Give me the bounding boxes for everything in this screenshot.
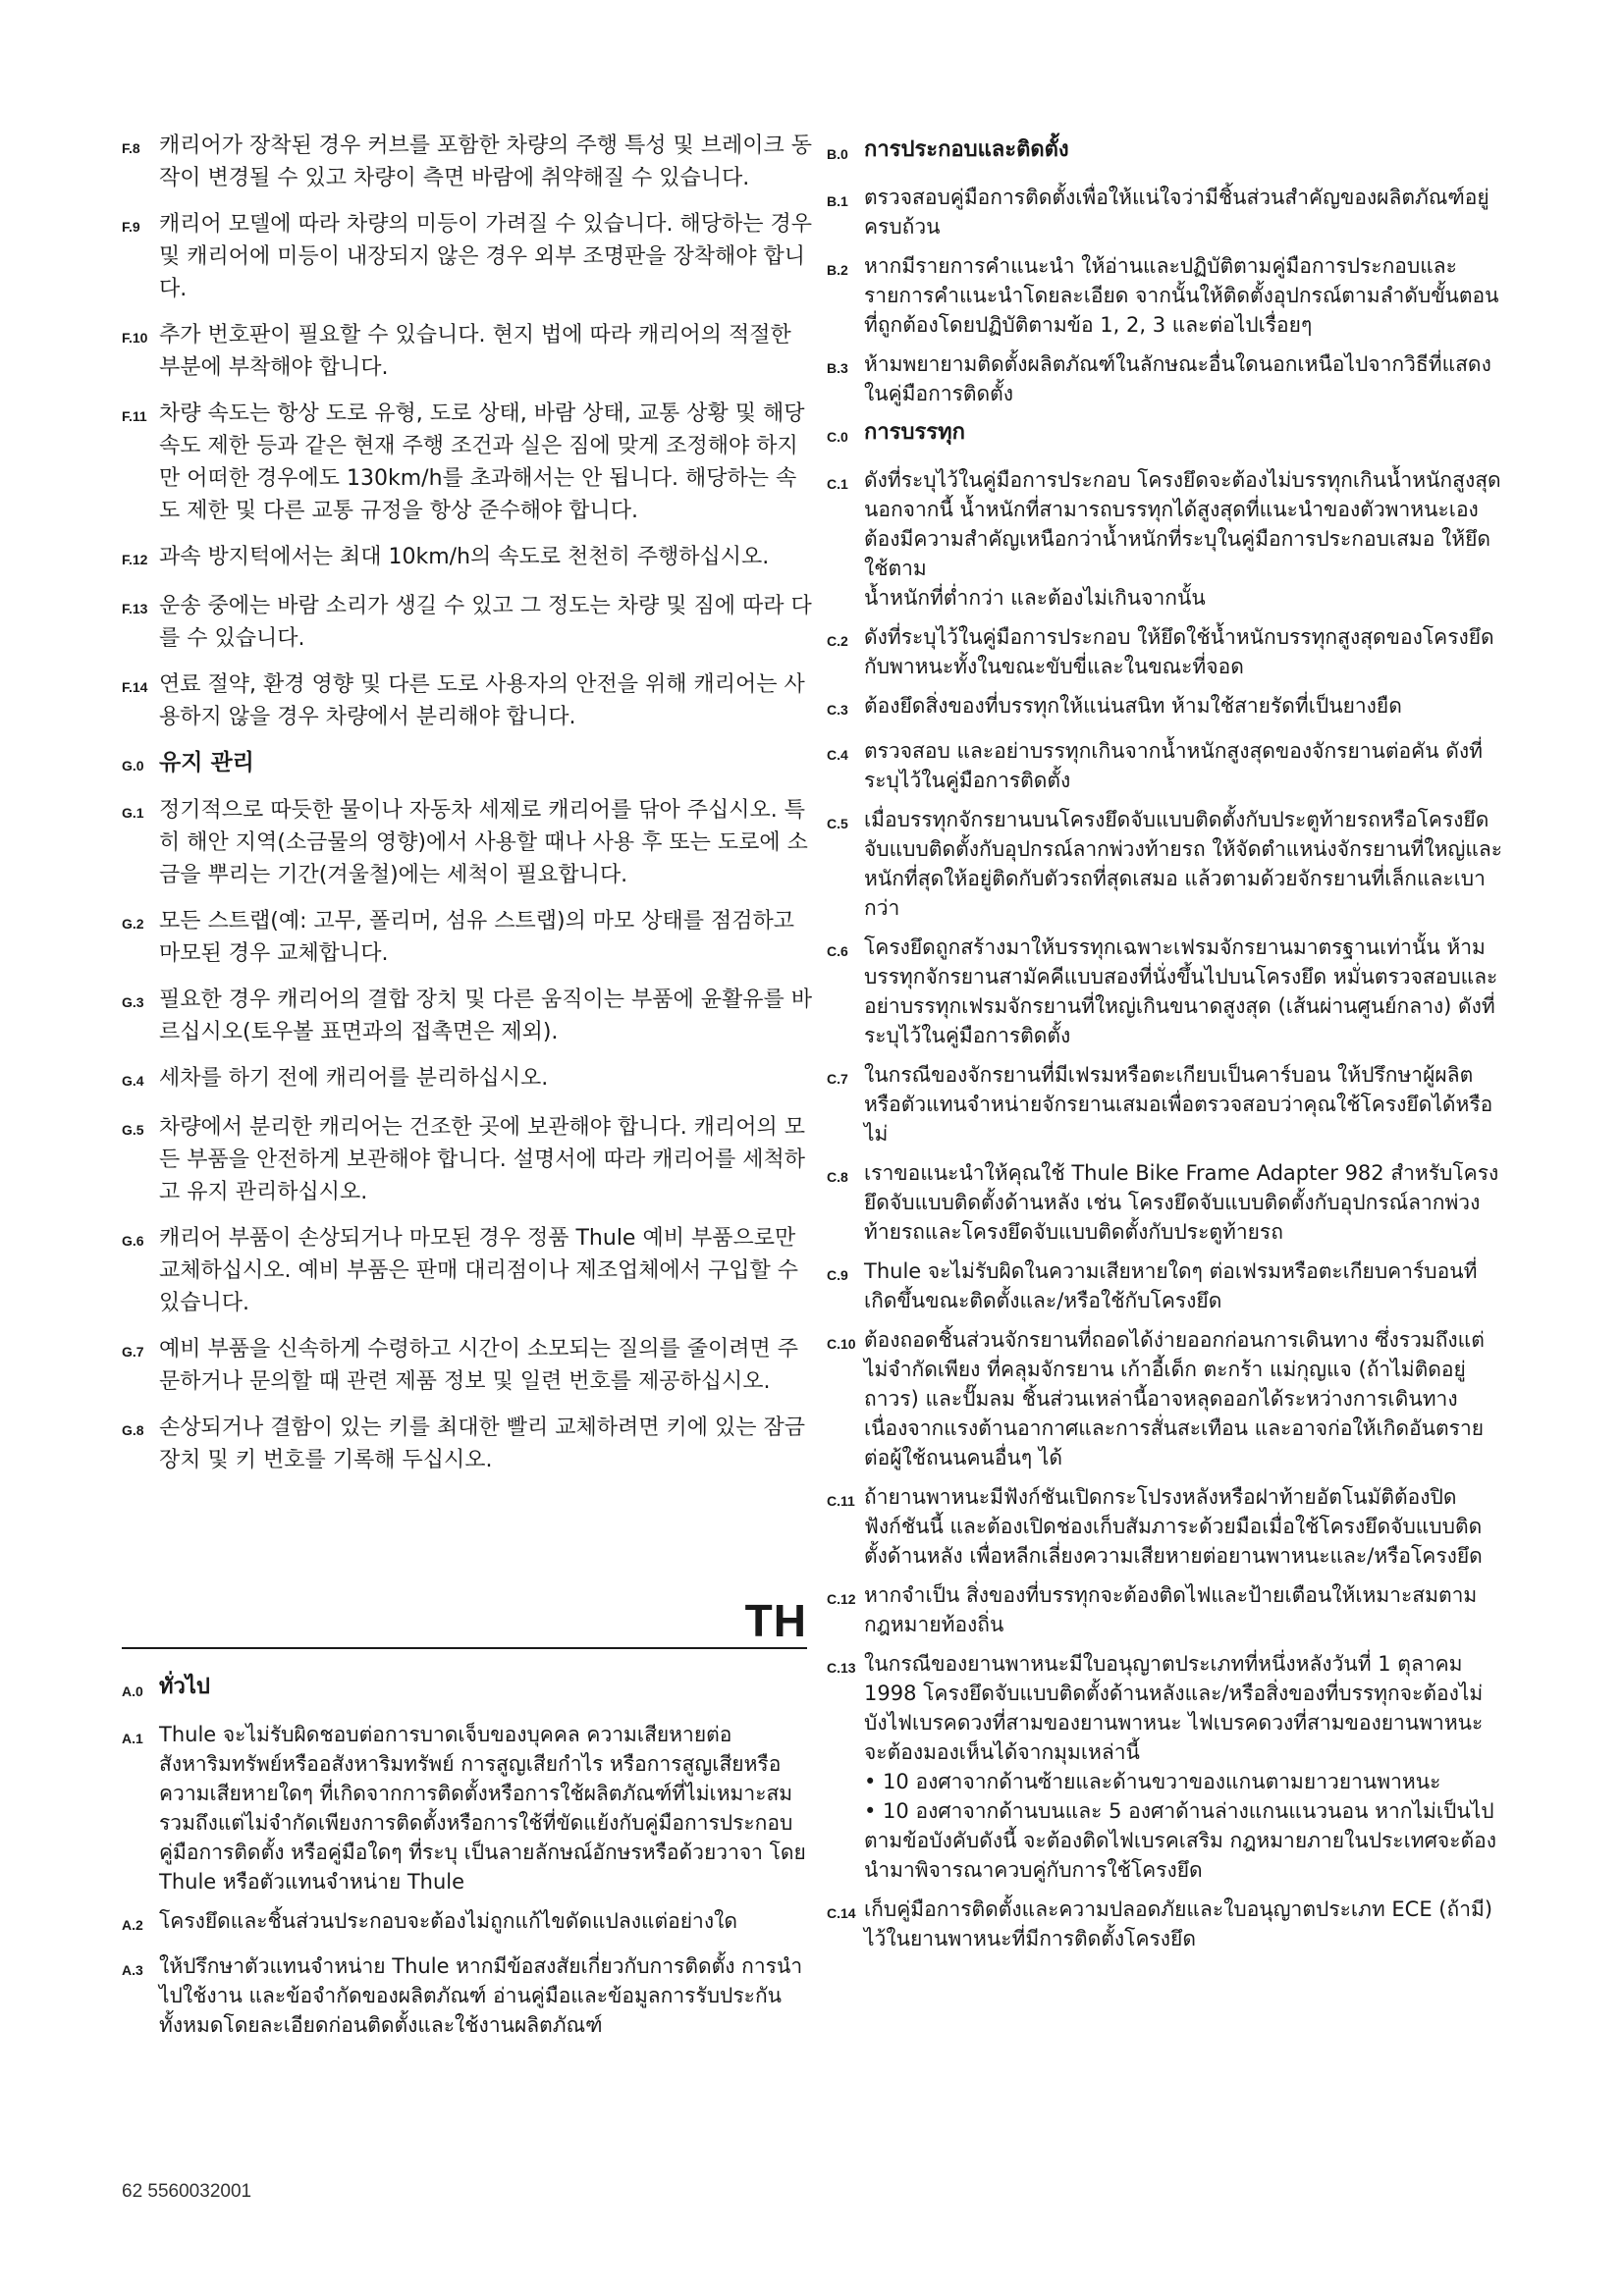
item-number: G.4 bbox=[122, 1073, 144, 1089]
list-item bbox=[122, 1951, 813, 2040]
heading-text: ทั่วไป bbox=[159, 1675, 210, 1699]
list-item bbox=[122, 984, 813, 1048]
section-heading-assembly bbox=[827, 135, 1504, 171]
item-text: ถ้ายานพาหนะมีฟังก์ชันเปิดกระโปรงหลังหรือฝาท้ายอัตโนมัติต้องปิดฟังก์ชันนี้ และต้องเปิดช่องเก็บสัมภาระด้วยมือเมื่อใช้โครงยึดจับแบบติดตั้งด้านหลัง เพื่อหลีกเลี่ยงความเสียหายต่อยานพาหนะและ/หรือโครงยึด bbox=[864, 1485, 1483, 1568]
list-item bbox=[122, 794, 813, 891]
list-item bbox=[122, 1412, 813, 1476]
item-text: ต้องถอดชิ้นส่วนจักรยานที่ถอดได้ง่ายออกก่อนการเดินทาง ซึ่งรวมถึงแต่ไม่จำกัดเพียง ที่คลุมจักรยาน เก้าอี้เด็ก ตะกร้า แม่กุญแจ (ถ้าไม่ติดอยู่ถาวร) และปั๊มลม ชิ้นส่วนเหล่านี้อาจหลุดออกได้ระหว่างการเดินทางเนื่องจากแรงต้านอากาศและการสั่นสะเทือน และอาจก่อให้เกิดอันตรายต่อผู้ใช้ถนนคนอื่นๆ ได้ bbox=[864, 1328, 1485, 1469]
item-text: ตรวจสอบ และอย่าบรรทุกเกินจากน้ำหนักสูงสุดของจักรยานต่อคัน ดังที่ระบุไว้ในคู่มือการติดตั้ง bbox=[864, 739, 1483, 792]
list-item bbox=[122, 1720, 813, 1896]
item-text: เมื่อบรรทุกจักรยานบนโครงยึดจับแบบติดตั้งกับประตูท้ายรถหรือโครงยึดจับแบบติดตั้งกับอุปกรณ์ลากพ่วงท้ายรถ ให้จัดตำแหน่งจักรยานที่ใหญ่และหนักที่สุดให้อยู่ติดกับตัวรถที่สุดเสมอ แล้วตามด้วยจักรยานที่เล็กและเบากว่า bbox=[864, 808, 1503, 920]
heading-number: B.0 bbox=[827, 146, 848, 162]
item-number: C.2 bbox=[827, 633, 848, 649]
item-number: F.10 bbox=[122, 330, 148, 346]
item-number: G.6 bbox=[122, 1233, 144, 1249]
item-number: G.7 bbox=[122, 1344, 144, 1360]
list-item bbox=[122, 590, 813, 655]
section-heading-maintenance bbox=[122, 747, 813, 782]
item-text: 캐리어 모델에 따라 차량의 미등이 가려질 수 있습니다. 해당하는 경우 및 캐리어에 미등이 내장되지 않은 경우 외부 조명판을 장착해야 합니다. bbox=[159, 212, 812, 301]
heading-text: การประกอบและติดตั้ง bbox=[864, 137, 1069, 162]
list-item bbox=[827, 805, 1504, 923]
left-column-thai bbox=[122, 1669, 813, 2050]
list-item bbox=[827, 691, 1504, 726]
item-text: 운송 중에는 바람 소리가 생길 수 있고 그 정도는 차량 및 짐에 따라 다를 수 있습니다. bbox=[159, 594, 812, 651]
item-text: ในกรณีของจักรยานที่มีเฟรมหรือตะเกียบเป็นคาร์บอน ให้ปรึกษาผู้ผลิตหรือตัวแทนจำหน่ายจักรยานเสมอเพื่อตรวจสอบว่าคุณใช้โครงยึดได้หรือไม่ bbox=[864, 1063, 1493, 1146]
right-column-thai bbox=[827, 132, 1504, 1963]
item-text: 캐리어가 장착된 경우 커브를 포함한 차량의 주행 특성 및 브레이크 동작이 변경될 수 있고 차량이 측면 바람에 취약해질 수 있습니다. bbox=[159, 133, 812, 190]
item-text: เราขอแนะนำให้คุณใช้ Thule Bike Frame Adapter 982 สำหรับโครงยึดจับแบบติดตั้งด้านหลัง เช่น โครงยึดจับแบบติดตั้งกับอุปกรณ์ลากพ่วงท้ายรถและโครงยึดจับแบบติดตั้งกับประตูท้ายรถ bbox=[864, 1161, 1499, 1244]
item-number: C.1 bbox=[827, 476, 848, 492]
item-text: 차량에서 분리한 캐리어는 건조한 곳에 보관해야 합니다. 캐리어의 모든 부품을 안전하게 보관해야 합니다. 설명서에 따라 캐리어를 세척하고 유지 관리하십시오. bbox=[159, 1115, 805, 1204]
page-footer: 62 5560032001 bbox=[122, 2181, 252, 2202]
list-item bbox=[827, 1158, 1504, 1247]
item-text: 모든 스트랩(예: 고무, 폴리머, 섬유 스트랩)의 마모 상태를 점검하고 마모된 경우 교체합니다. bbox=[159, 909, 795, 966]
heading-number: A.0 bbox=[122, 1683, 143, 1699]
item-number: G.2 bbox=[122, 916, 144, 932]
list-item bbox=[122, 1111, 813, 1208]
item-number: F.14 bbox=[122, 679, 148, 695]
item-number: C.10 bbox=[827, 1336, 856, 1352]
item-text: 과속 방지턱에서는 최대 10km/h의 속도로 천천히 주행하십시오. bbox=[159, 545, 770, 569]
item-number: C.14 bbox=[827, 1905, 856, 1921]
item-number: G.5 bbox=[122, 1122, 144, 1138]
language-section-divider bbox=[122, 1586, 807, 1649]
item-text: หากมีรายการคำแนะนำ ให้อ่านและปฏิบัติตามคู่มือการประกอบและรายการคำแนะนำโดยละเอียด จากนั้นให้ติดตั้งอุปกรณ์ตามลำดับขั้นตอนที่ถูกต้องโดยปฏิบัติตามข้อ 1, 2, 3 และต่อไปเรื่อยๆ bbox=[864, 254, 1499, 337]
item-text: เก็บคู่มือการติดตั้งและความปลอดภัยและใบอนุญาตประเภท ECE (ถ้ามี) ไว้ในยานพาหนะที่มีการติดตั้งโครงยึด bbox=[864, 1897, 1493, 1950]
list-item bbox=[122, 319, 813, 384]
item-text: โครงยึดถูกสร้างมาให้บรรทุกเฉพาะเฟรมจักรยานมาตรฐานเท่านั้น ห้ามบรรทุกจักรยานสามัคคีแบบสองที่นั่งขึ้นไปบนโครงยึด หมั่นตรวจสอบและอย่าบรรทุกเฟรมจักรยานที่ใหญ่เกินขนาดสูงสุด (เส้นผ่านศูนย์กลาง) ดังที่ระบุไว้ในคู่มือการติดตั้ง bbox=[864, 935, 1498, 1047]
item-number: C.6 bbox=[827, 943, 848, 959]
item-text: ต้องยึดสิ่งของที่บรรทุกให้แน่นสนิท ห้ามใช้สายรัดที่เป็นยางยืด bbox=[864, 694, 1402, 718]
item-number: F.13 bbox=[122, 601, 148, 616]
item-text: 필요한 경우 캐리어의 결합 장치 및 다른 움직이는 부품에 윤활유를 바르십시오(토우볼 표면과의 접촉면은 제외). bbox=[159, 988, 812, 1044]
item-number: B.3 bbox=[827, 360, 848, 376]
item-number: F.12 bbox=[122, 552, 148, 567]
list-item bbox=[827, 1482, 1504, 1571]
section-heading-loading bbox=[827, 418, 1504, 454]
item-number: A.2 bbox=[122, 1917, 143, 1933]
list-item bbox=[827, 622, 1504, 681]
list-item bbox=[827, 1060, 1504, 1148]
item-number: B.2 bbox=[827, 262, 848, 278]
item-number: C.13 bbox=[827, 1660, 856, 1676]
item-text: ในกรณีของยานพาหนะมีใบอนุญาตประเภทที่หนึ่งหลังวันที่ 1 ตุลาคม 1998 โครงยึดจับแบบติดตั้งด้านหลังและ/หรือสิ่งของที่บรรทุกจะต้องไม่บังไฟเบรคดวงที่สามของยานพาหนะ ไฟเบรคดวงที่สามของยานพาหนะจะต้องมองเห็นได้จากมุมเหล่านี้ • 10 องศาจากด้านซ้ายและด้านขวาของแกนตามยาวยานพาหนะ • 10 องศาจากด้านบนและ 5 องศาด้านล่างแกนแนวนอน หากไม่เป็นไปตามข้อบังคับดังนี้ จะต้องติดไฟเบรคเสริม กฎหมายภายในประเทศจะต้องนำมาพิจารณาควบคู่กับการใช้โครงยึด bbox=[864, 1652, 1497, 1882]
list-item bbox=[827, 183, 1504, 241]
item-number: C.7 bbox=[827, 1071, 848, 1087]
list-item bbox=[827, 1325, 1504, 1472]
item-number: C.8 bbox=[827, 1169, 848, 1185]
list-item bbox=[827, 1580, 1504, 1639]
item-number: F.8 bbox=[122, 140, 140, 156]
item-text: 손상되거나 결함이 있는 키를 최대한 빨리 교체하려면 키에 있는 잠금 장치 및 키 번호를 기록해 두십시오. bbox=[159, 1415, 805, 1472]
item-number: G.3 bbox=[122, 994, 144, 1010]
item-text: 세차를 하기 전에 캐리어를 분리하십시오. bbox=[159, 1066, 549, 1091]
left-column-korean bbox=[122, 130, 813, 1490]
list-item bbox=[827, 933, 1504, 1050]
list-item bbox=[827, 465, 1504, 613]
list-item bbox=[827, 1256, 1504, 1315]
list-item bbox=[122, 1222, 813, 1319]
item-text: 차량 속도는 항상 도로 유형, 도로 상태, 바람 상태, 교통 상황 및 해당 속도 제한 등과 같은 현재 주행 조건과 실은 짐에 맞게 조정해야 하지만 어떠한 경우에도 130km/h를 초과해서는 안 됩니다. 해당하는 속도 제한 및 다른 교통 규정을 항상 준수해야 합니다. bbox=[159, 401, 805, 523]
list-item bbox=[122, 1906, 813, 1942]
item-number: G.8 bbox=[122, 1422, 144, 1438]
list-item bbox=[827, 1895, 1504, 1953]
item-number: B.1 bbox=[827, 193, 848, 209]
item-number: C.4 bbox=[827, 747, 848, 763]
item-text: ดังที่ระบุไว้ในคู่มือการประกอบ โครงยึดจะต้องไม่บรรทุกเกินน้ำหนักสูงสุด นอกจากนี้ น้ำหนักที่สามารถบรรทุกได้สูงสุดที่แนะนำของตัวพาหนะเองต้องมีความสำคัญเหนือกว่าน้ำหนักที่ระบุในคู่มือการประกอบเสมอ ให้ยึดใช้ตาม น้ำหนักที่ต่ำกว่า และต้องไม่เกินจากนั้น bbox=[864, 468, 1501, 610]
item-number: G.1 bbox=[122, 805, 144, 821]
item-number: C.3 bbox=[827, 702, 848, 718]
item-text: ตรวจสอบคู่มือการติดตั้งเพื่อให้แน่ใจว่ามีชิ้นส่วนสำคัญของผลิตภัณฑ์อยู่ครบถ้วน bbox=[864, 186, 1489, 239]
item-text: Thule จะไม่รับผิดในความเสียหายใดๆ ต่อเฟรมหรือตะเกียบคาร์บอนที่เกิดขึ้นขณะติดตั้งและ/หรือใช้กับโครงยึด bbox=[864, 1259, 1478, 1312]
heading-number: C.0 bbox=[827, 429, 848, 445]
heading-text: 유지 관리 bbox=[159, 750, 254, 775]
list-item bbox=[122, 668, 813, 733]
list-item bbox=[827, 251, 1504, 340]
item-number: A.1 bbox=[122, 1731, 143, 1746]
list-item bbox=[122, 1333, 813, 1398]
item-text: ห้ามพยายามติดตั้งผลิตภัณฑ์ในลักษณะอื่นใดนอกเหนือไปจากวิธีที่แสดงในคู่มือการติดตั้ง bbox=[864, 352, 1491, 405]
item-text: 연료 절약, 환경 영향 및 다른 도로 사용자의 안전을 위해 캐리어는 사용하지 않을 경우 차량에서 분리해야 합니다. bbox=[159, 672, 805, 729]
item-text: หากจำเป็น สิ่งของที่บรรทุกจะต้องติดไฟและป้ายเตือนให้เหมาะสมตามกฎหมายท้องถิ่น bbox=[864, 1583, 1478, 1636]
item-number: C.11 bbox=[827, 1493, 855, 1509]
list-item bbox=[827, 736, 1504, 795]
heading-number: G.0 bbox=[122, 758, 144, 774]
list-item bbox=[122, 541, 813, 576]
item-text: 추가 번호판이 필요할 수 있습니다. 현지 법에 따라 캐리어의 적절한 부분에 부착해야 합니다. bbox=[159, 323, 791, 380]
item-text: 예비 부품을 신속하게 수령하고 시간이 소모되는 질의를 줄이려면 주문하거나 문의할 때 관련 제품 정보 및 일련 번호를 제공하십시오. bbox=[159, 1337, 799, 1394]
item-number: C.5 bbox=[827, 816, 848, 831]
item-text: Thule จะไม่รับผิดชอบต่อการบาดเจ็บของบุคคล ความเสียหายต่อสังหาริมทรัพย์หรืออสังหาริมทรัพย์ การสูญเสียกำไร หรือการสูญเสียหรือความเสียหายใดๆ ที่เกิดจากการติดตั้งหรือการใช้ผลิตภัณฑ์ที่ไม่เหมาะสม รวมถึงแต่ไม่จำกัดเพียงการติดตั้งหรือการใช้ที่ขัดแย้งกับคู่มือการประกอบ คู่มือการติดตั้ง หรือคู่มือใดๆ ที่ระบุ เป็นลายลักษณ์อักษรหรือด้วยวาจา โดย Thule หรือตัวแทนจำหน่าย Thule bbox=[159, 1723, 806, 1894]
item-number: F.11 bbox=[122, 408, 147, 424]
list-item bbox=[122, 905, 813, 970]
list-item bbox=[122, 130, 813, 194]
item-number: F.9 bbox=[122, 219, 140, 235]
list-item bbox=[122, 208, 813, 305]
item-text: ให้ปรึกษาตัวแทนจำหน่าย Thule หากมีข้อสงสัยเกี่ยวกับการติดตั้ง การนำไปใช้งาน และข้อจำกัดของผลิตภัณฑ์ อ่านคู่มือและข้อมูลการรับประกันทั้งหมดโดยละเอียดก่อนติดตั้งและใช้งานผลิตภัณฑ์ bbox=[159, 1954, 803, 2037]
item-text: 캐리어 부품이 손상되거나 마모된 경우 정품 Thule 예비 부품으로만 교체하십시오. 예비 부품은 판매 대리점이나 제조업체에서 구입할 수 있습니다. bbox=[159, 1226, 799, 1315]
list-item bbox=[827, 349, 1504, 408]
heading-text: การบรรทุก bbox=[864, 420, 965, 445]
list-item bbox=[827, 1649, 1504, 1885]
language-code-label: TH bbox=[744, 1595, 807, 1646]
item-number: A.3 bbox=[122, 1962, 143, 1978]
item-text: ดังที่ระบุไว้ในคู่มือการประกอบ ให้ยึดใช้น้ำหนักบรรทุกสูงสุดของโครงยึดกับพาหนะทั้งในขณะขับขี่และในขณะที่จอด bbox=[864, 625, 1494, 678]
section-heading-general bbox=[122, 1673, 813, 1708]
list-item bbox=[122, 398, 813, 527]
item-text: 정기적으로 따듯한 물이나 자동차 세제로 캐리어를 닦아 주십시오. 특히 해안 지역(소금물의 영향)에서 사용할 때나 사용 후 또는 도로에 소금을 뿌리는 기간(겨울철)에는 세척이 필요합니다. bbox=[159, 798, 808, 887]
item-text: โครงยึดและชิ้นส่วนประกอบจะต้องไม่ถูกแก้ไขดัดแปลงแต่อย่างใด bbox=[159, 1909, 737, 1933]
item-number: C.9 bbox=[827, 1267, 848, 1283]
item-number: C.12 bbox=[827, 1591, 856, 1607]
list-item bbox=[122, 1062, 813, 1097]
